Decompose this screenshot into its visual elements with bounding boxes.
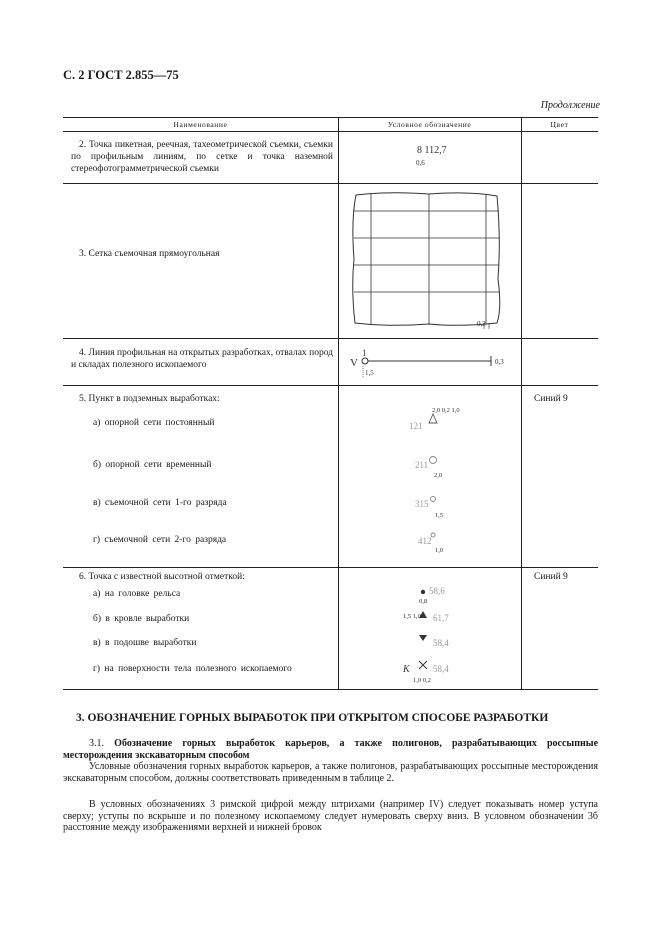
row-3-dim: 0,2 [477,320,486,328]
row-5-color: Синий 9 [534,394,568,404]
row-5b-dims: 2,0 [434,472,443,479]
page-header: С. 2 ГОСТ 2.855—75 [63,68,179,82]
symbols-table [63,117,598,690]
row-6a-label: а) на головке рельса [93,589,181,599]
paragraph-number: 3.1. [89,738,104,749]
paragraph-3-1 [63,738,598,761]
row-5c-dims: 1,5 [435,512,444,519]
table-column-divider [521,117,522,690]
row-2-symbol: 8 112,7 [417,145,447,156]
row-2-dim: 0,6 [416,159,425,167]
row-6c-label: в) в подошве выработки [93,638,197,648]
row-5c-label: в) съемочной сети 1-го разряда [93,498,227,508]
row-5a-number: 121 [409,421,423,431]
row-4-dim-b: 0,3 [495,358,504,366]
table-rule [63,183,598,184]
row-6-color: Синий 9 [534,572,568,582]
row-6b-label: б) в кровле выработки [93,614,190,624]
row-5c-number: 315 [415,499,429,509]
row-5d-dims: 1,0 [435,547,444,554]
row-3-name: 3. Сетка съемочная прямоугольная [79,249,220,259]
row-5b-number: 211 [415,460,429,470]
elevation-point-marks [415,583,435,683]
paragraph-heading: Обозначение горных выработок карьеров, а также полигонов, разрабатывающих россыпные месторождения экскаваторным способом [63,738,599,761]
row-4-dim-a: 1,5 [365,369,374,377]
row-5a-label: а) опорной сети постоянный [93,418,215,428]
row-6d-label: г) на поверхности тела полезного ископаемого [93,664,292,674]
header-color: Цвет [550,120,569,129]
table-rule [63,131,598,132]
row-6a-dims: 0,8 [419,598,428,605]
row-6b-dims: 1,5 1,0 [403,613,421,620]
row-4-v-label: V [350,357,358,369]
continuation-label: Продолжение [540,100,600,111]
row-6c-number: 58,4 [433,638,449,648]
row-6a-number: 58,6 [429,586,445,596]
row-2-name: 2. Точка пикетная, реечная, тахеометрической съемки, съемки по профильным линиям, по сетке и точка наземной стереофотограмметрической съемки [71,140,333,174]
table-rule [63,567,598,568]
table-rule [63,689,598,690]
profile-line-symbol [360,355,500,379]
survey-grid-symbol [349,189,509,335]
row-6d-number: 58,4 [433,664,449,674]
row-4-name: 4. Линия профильная на открытых разработках, отвалах пород и складах полезного ископаемого [71,348,333,370]
row-6b-number: 61,7 [433,613,449,623]
paragraph-body-2: В условных обозначениях 3 римской цифрой между штрихами (например IV) следует показывать номер уступа сверху; уступы по вскрыше и по полезному ископаемому следует нумеровать сверху вниз. В условном обозначении 3б расстояние между изображениями верхней и нижней бровок [63,799,598,833]
header-symbol: Условное обозначение [387,120,472,129]
row-5b-label: б) опорной сети временный [93,460,212,470]
table-column-divider [338,117,339,690]
row-6d-k: K [403,664,410,675]
underground-point-marks [423,407,443,557]
row-5-name: 5. Пункт в подземных выработках: [79,394,220,404]
row-5d-number: 412 [418,536,432,546]
row-5a-dims: 2,0 0,2 1,0 [432,407,460,414]
table-rule [63,338,598,339]
row-6d-dims: 1,0 0,2 [413,677,431,684]
table-rule [63,385,598,386]
header-name: Наименование [173,120,228,129]
row-4-number: 1 [362,348,367,358]
section-title: 3. ОБОЗНАЧЕНИЕ ГОРНЫХ ВЫРАБОТОК ПРИ ОТКРЫТОМ СПОСОБЕ РАЗРАБОТКИ [76,712,549,724]
row-5d-label: г) съемочной сети 2-го разряда [93,535,227,545]
paragraph-body-1: Условные обозначения горных выработок карьеров, а также полигонов, разрабатывающих россыпные месторождения экскаваторным способом, должны соответствовать приведенным в таблице 2. [63,761,598,784]
row-6-name: 6. Точка с известной высотной отметкой: [79,572,245,582]
table-rule [63,117,598,118]
